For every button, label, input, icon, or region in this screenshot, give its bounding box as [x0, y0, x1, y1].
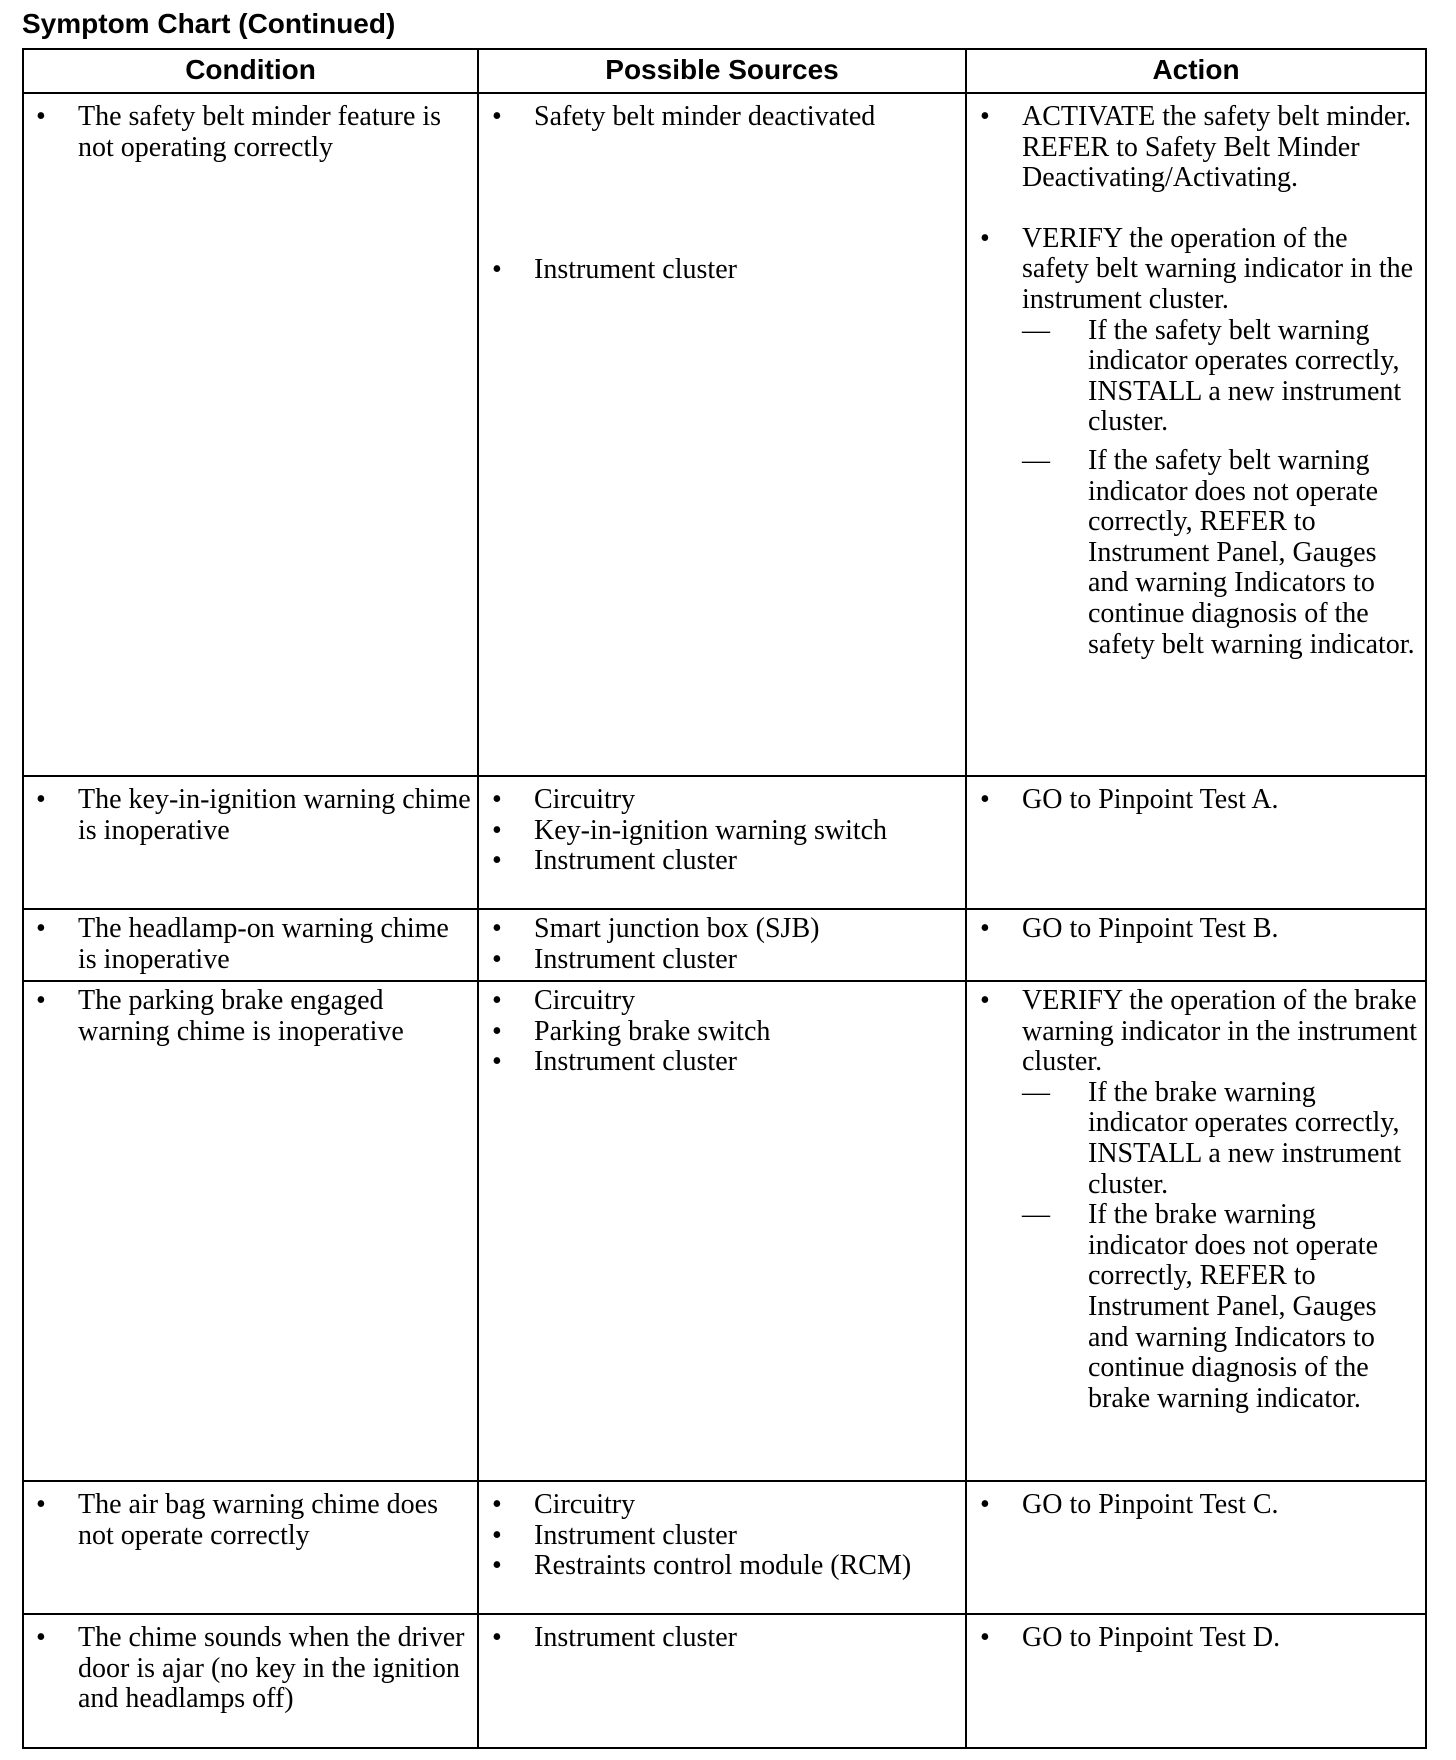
- bullet-icon: •: [980, 101, 990, 132]
- bullet-icon: •: [36, 1622, 46, 1653]
- action-sub-item: [1022, 446, 1419, 660]
- action-item: [980, 785, 1419, 816]
- action-sub-item: [1022, 1200, 1419, 1414]
- bullet-icon: •: [492, 845, 502, 877]
- action-text: GO to Pinpoint Test C.: [1022, 1489, 1279, 1520]
- source-item: [492, 1490, 961, 1521]
- bullet-icon: •: [980, 784, 990, 815]
- action-sub-text: If the safety belt warning indicator does not operate correctly, REFER to Instrument Panel, Gauges and warning Indicators to continue diagnosis of the safety belt warning indicator.: [1088, 444, 1415, 660]
- bullet-icon: •: [492, 1622, 502, 1653]
- condition-text: The key-in-ignition warning chime is inoperative: [78, 784, 471, 846]
- condition-text: The safety belt minder feature is not operating correctly: [78, 101, 442, 163]
- source-text: Parking brake switch: [534, 1015, 771, 1047]
- bullet-icon: •: [492, 943, 502, 975]
- bullet-icon: •: [36, 101, 46, 132]
- bullet-icon: •: [980, 913, 990, 944]
- action-item: [980, 224, 1419, 660]
- dash-icon: —: [1022, 1076, 1050, 1108]
- action-text: VERIFY the operation of the brake warning indicator in the instrument cluster.: [1022, 985, 1418, 1078]
- action-text: GO to Pinpoint Test B.: [1022, 913, 1279, 944]
- condition-text: The parking brake engaged warning chime is inoperative: [78, 985, 404, 1047]
- source-item: [492, 816, 961, 847]
- action-sub-text: If the brake warning indicator operates correctly, INSTALL a new instrument cluster.: [1088, 1076, 1402, 1200]
- source-item: [492, 1551, 961, 1582]
- condition-item: [36, 986, 473, 1047]
- source-item: [492, 785, 961, 816]
- table-row: [23, 1614, 1426, 1748]
- source-text: Key-in-ignition warning switch: [534, 814, 888, 846]
- table-row: [23, 981, 1426, 1481]
- chart-title: Symptom Chart (Continued): [22, 8, 396, 39]
- symptom-table: [22, 48, 1427, 1749]
- action-sub-item: [1022, 316, 1419, 438]
- source-text: Instrument cluster: [534, 1519, 737, 1551]
- bullet-icon: •: [492, 784, 502, 815]
- header-action: Action: [966, 49, 1426, 93]
- condition-item: [36, 785, 473, 846]
- condition-item: [36, 1623, 473, 1715]
- bullet-icon: •: [980, 985, 990, 1016]
- source-text: Instrument cluster: [534, 943, 737, 975]
- source-text: Circuitry: [534, 1489, 636, 1520]
- condition-item: [36, 1490, 473, 1551]
- condition-text: The chime sounds when the driver door is ajar (no key in the ignition and headlamps off): [78, 1622, 465, 1715]
- table-row: [23, 93, 1426, 776]
- source-item: [492, 945, 961, 976]
- source-text: Instrument cluster: [534, 1622, 737, 1653]
- dash-icon: —: [1022, 1199, 1050, 1231]
- bullet-icon: •: [36, 913, 46, 944]
- bullet-icon: •: [492, 1519, 502, 1551]
- source-item: [492, 102, 961, 133]
- source-text: Circuitry: [534, 784, 636, 815]
- source-item: [492, 1623, 961, 1654]
- bullet-icon: •: [492, 985, 502, 1016]
- action-sub-text: If the brake warning indicator does not operate correctly, REFER to Instrument Panel, Gauges and warning Indicators to continue diagnosis of the brake warning indicator.: [1088, 1199, 1379, 1414]
- source-text: Smart junction box (SJB): [534, 913, 820, 944]
- bullet-icon: •: [492, 913, 502, 944]
- bullet-icon: •: [492, 1550, 502, 1582]
- source-item: [492, 846, 961, 877]
- condition-item: [36, 914, 473, 975]
- source-text: Safety belt minder deactivated: [534, 101, 876, 132]
- header-condition: Condition: [23, 49, 478, 93]
- action-item: [980, 914, 1419, 945]
- dash-icon: —: [1022, 314, 1050, 346]
- bullet-icon: •: [980, 1489, 990, 1520]
- table-row: [23, 776, 1426, 909]
- header-possible-sources: Possible Sources: [478, 49, 966, 93]
- bullet-icon: •: [492, 253, 502, 285]
- bullet-icon: •: [36, 1489, 46, 1520]
- bullet-icon: •: [492, 1015, 502, 1047]
- action-text: GO to Pinpoint Test D.: [1022, 1622, 1281, 1653]
- action-text: GO to Pinpoint Test A.: [1022, 784, 1279, 815]
- source-item: [492, 1017, 961, 1048]
- action-text: VERIFY the operation of the safety belt warning indicator in the instrument cluster.: [1022, 222, 1414, 315]
- source-text: Restraints control module (RCM): [534, 1550, 912, 1582]
- action-sub-item: [1022, 1078, 1419, 1200]
- source-item: [492, 1047, 961, 1078]
- action-item: [980, 1623, 1419, 1654]
- table-row: [23, 909, 1426, 981]
- condition-item: [36, 102, 473, 163]
- bullet-icon: •: [980, 1622, 990, 1653]
- action-sub-text: If the safety belt warning indicator operates correctly, INSTALL a new instrument cluster.: [1088, 314, 1402, 438]
- bullet-icon: •: [980, 222, 990, 254]
- bullet-icon: •: [36, 985, 46, 1016]
- source-text: Instrument cluster: [534, 1046, 737, 1078]
- source-item: [492, 914, 961, 945]
- action-item: [980, 1490, 1419, 1521]
- action-text: ACTIVATE the safety belt minder. REFER to Safety Belt Minder Deactivating/Activating.: [1022, 101, 1412, 194]
- action-item: [980, 102, 1419, 194]
- source-item: [492, 1521, 961, 1552]
- bullet-icon: •: [492, 101, 502, 132]
- bullet-icon: •: [492, 1046, 502, 1078]
- header-row: [23, 49, 1426, 93]
- bullet-icon: •: [36, 784, 46, 815]
- condition-text: The headlamp-on warning chime is inoperative: [78, 913, 449, 975]
- condition-text: The air bag warning chime does not operate correctly: [78, 1489, 438, 1551]
- source-item: [492, 986, 961, 1017]
- bullet-icon: •: [492, 1489, 502, 1520]
- source-text: Instrument cluster: [534, 845, 737, 877]
- action-item: [980, 986, 1419, 1414]
- bullet-icon: •: [492, 814, 502, 846]
- dash-icon: —: [1022, 444, 1050, 476]
- source-item: [492, 255, 961, 286]
- source-text: Instrument cluster: [534, 253, 737, 285]
- table-row: [23, 1481, 1426, 1614]
- source-text: Circuitry: [534, 985, 636, 1016]
